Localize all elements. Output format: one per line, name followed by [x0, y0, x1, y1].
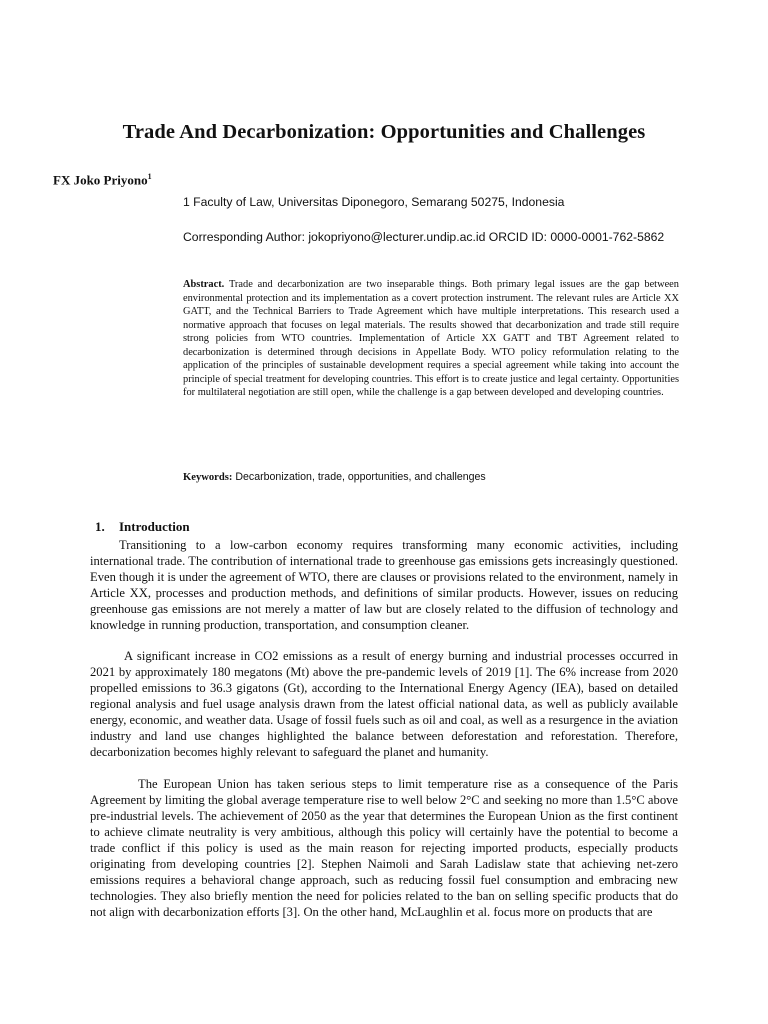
paragraph-2: A significant increase in CO2 emissions as a result of energy burning and industrial processes occurred in 2021 by approximately 180 megatons (Mt) above the pre-pandemic levels of 2019 [1]. The 6% increase from 2020 propelled emissions to 36.3 gigatons (Gt), according to the International Energy Agency (IEA), based on detailed regional analysis and fuel usage analysis drawn from the latest official national data, as well as publicly available energy, economic, and weather data. Usage of fossil fuels such as oil and coal, as well as a resurgence in the aviation industry and land use changes highlighted the balance between deforestation and reforestation. Therefore, decarbonization becomes highly relevant to safeguard the planet and humanity.: [90, 649, 678, 759]
paragraph-1: Transitioning to a low-carbon economy requires transforming many economic activities, including international trade. The contribution of international trade to greenhouse gas emissions gets increasingly questioned. Even though it is under the agreement of WTO, there are clauses or provisions related to the environment, namely in Article XX, processes and production methods, and definitions of similar products. However, issues on reducing greenhouse gas emissions are not merely a matter of law but are closely related to the diffusion of technology and knowledge in running production, transportation, and consumption cleaner.: [90, 538, 678, 632]
author-affiliation-marker: 1: [147, 172, 152, 181]
corresponding-author: Corresponding Author: jokopriyono@lecturer.undip.ac.id ORCID ID: 0000-0001-762-5862: [183, 230, 665, 244]
paper-title: Trade And Decarbonization: Opportunities and Challenges: [122, 121, 646, 143]
section-number: 1.: [95, 519, 105, 534]
keywords-label: Keywords:: [183, 472, 233, 483]
affiliation: 1 Faculty of Law, Universitas Diponegoro, Semarang 50275, Indonesia: [183, 195, 565, 209]
paragraph-3: The European Union has taken serious steps to limit temperature rise as a consequence of the Paris Agreement by limiting the global average temperature rise to well below 2°C and seeking no more than 1.5°C above pre-industrial levels. The achievement of 2050 as the year that determines the European Union as the first continent to achieve climate neutrality is very ambitious, although this policy will certainly have the potential to become a trade conflict if this policy is used as the main reason for rejecting imported products, especially products originating from developing countries [2]. Stephen Naimoli and Sarah Ladislaw state that achieving net-zero emissions requires a behavioral change approach, such as reducing fossil fuel consumption and embracing new technologies. They also briefly mention the need for policies related to the ban on selling specific products that do not align with decarbonization efforts [3]. On the other hand, McLaughlin et al. focus more on products that are: [90, 777, 678, 919]
abstract-label: Abstract.: [183, 279, 225, 290]
keywords-text: Decarbonization, trade, opportunities, and challenges: [235, 471, 486, 483]
keywords: [183, 471, 683, 483]
abstract-text: Trade and decarbonization are two inseparable things. Both primary legal issues are the gap between environmental protection and its implementation as a covert protection instrument. The relevant rules are Article XX GATT, and the Technical Barriers to Trade Agreement which have multiple interpretations. This research used a normative approach that focuses on legal materials. The results showed that decarbonization and trade still require strong policies from WTO countries. Implementation of Article XX GATT and TBT Agreement related to decarbonization is determined through decisions in Appellate Body. WTO policy reformulation relating to the application of the principles of sustainable development requires a special agreement while taking into account the principle of special treatment for developing countries. This effort is to create justice and legal certainty. Opportunities for multilateral negotiation are still open, while the challenge is a gap between developed and developing countries.: [183, 279, 679, 398]
abstract: [183, 278, 679, 400]
section-heading: [95, 519, 190, 535]
author-name: [53, 172, 152, 188]
section-title: Introduction: [119, 519, 190, 534]
author-name-text: FX Joko Priyono: [53, 172, 148, 188]
